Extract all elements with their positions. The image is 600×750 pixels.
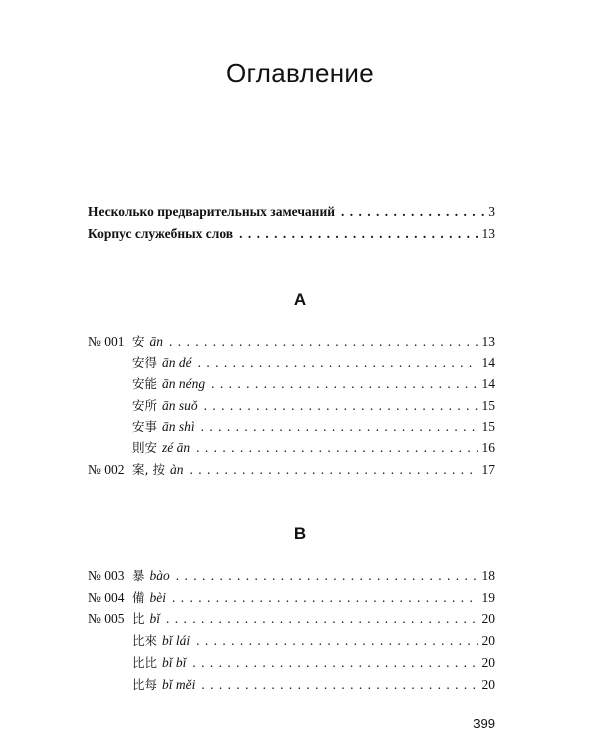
- toc-entry[interactable]: [88, 460, 495, 480]
- dot-leader: [196, 440, 477, 456]
- entry-hanzi: 安得: [132, 355, 158, 370]
- entry-hanzi: 安: [132, 334, 145, 349]
- dot-leader: [172, 590, 477, 606]
- dot-leader: [198, 355, 478, 371]
- entry-pinyin: ān suǒ: [162, 398, 198, 413]
- entry-pinyin: àn: [169, 462, 184, 477]
- toc-entry[interactable]: [88, 609, 495, 629]
- entry-hanzi: 比每: [132, 677, 158, 692]
- dot-leader: [166, 611, 477, 627]
- entry-hanzi: 比比: [132, 655, 158, 670]
- dot-leader: [341, 204, 484, 220]
- toc-entry-page: 20: [481, 611, 495, 626]
- entry-pinyin: bǐ lái: [162, 633, 191, 648]
- entry-pinyin: ān dé: [162, 355, 192, 370]
- entry-hanzi: 備: [132, 590, 145, 605]
- toc-entry-page: 20: [481, 677, 495, 692]
- toc-entry-page: 20: [481, 633, 495, 648]
- toc-entry[interactable]: [88, 332, 495, 352]
- toc-entry-page: 14: [481, 355, 495, 370]
- entry-hanzi: 安能: [132, 376, 158, 391]
- dot-leader: [189, 462, 477, 478]
- toc-entry[interactable]: [88, 653, 495, 673]
- toc-entry[interactable]: [88, 438, 495, 458]
- dot-leader: [196, 633, 477, 649]
- toc-entry-page: 14: [481, 376, 495, 391]
- entry-hanzi: 暴: [132, 568, 145, 583]
- entry-pinyin: bǐ: [149, 611, 161, 626]
- entry-pinyin: ān: [149, 334, 164, 349]
- toc-entry-page: 18: [481, 568, 495, 583]
- entry-hanzi: 比: [132, 611, 145, 626]
- toc-entry[interactable]: [88, 226, 495, 246]
- entry-pinyin: bào: [149, 568, 170, 583]
- toc-entry-label: Корпус служебных слов: [88, 226, 234, 241]
- entry-number: № 001: [88, 334, 125, 349]
- toc-entry-page: 19: [481, 590, 495, 605]
- dot-leader: [201, 677, 477, 693]
- section-letter-b: B: [293, 524, 307, 543]
- dot-leader: [201, 419, 478, 435]
- entry-pinyin: bǐ měi: [162, 677, 196, 692]
- dot-leader: [192, 655, 477, 671]
- dot-leader: [176, 568, 478, 584]
- entry-hanzi: 案, 按: [132, 462, 165, 477]
- entry-hanzi: 安所: [132, 398, 158, 413]
- entry-hanzi: 安事: [132, 419, 158, 434]
- entry-number: № 003: [88, 568, 125, 583]
- toc-entry[interactable]: [88, 417, 495, 437]
- entry-pinyin: bèi: [149, 590, 167, 605]
- dot-leader: [204, 398, 478, 414]
- toc-entry[interactable]: [88, 374, 495, 394]
- toc-entry-page: 20: [481, 655, 495, 670]
- toc-entry[interactable]: [88, 396, 495, 416]
- page-title: Оглавление: [226, 58, 374, 88]
- toc-entry[interactable]: [88, 204, 495, 224]
- dot-leader: [169, 334, 477, 350]
- toc-entry[interactable]: [88, 566, 495, 586]
- toc-entry-label: Несколько предварительных замечаний: [88, 204, 336, 219]
- toc-entry-page: 15: [481, 398, 495, 413]
- toc-entry[interactable]: [88, 631, 495, 651]
- dot-leader: [211, 376, 477, 392]
- toc-entry-page: 13: [481, 226, 495, 241]
- dot-leader: [239, 226, 477, 242]
- entry-number: № 004: [88, 590, 125, 605]
- entry-number: № 005: [88, 611, 125, 626]
- entry-hanzi: 則安: [132, 440, 158, 455]
- entry-pinyin: ān néng: [162, 376, 206, 391]
- toc-entry-page: 16: [481, 440, 495, 455]
- toc-entry-page: 15: [481, 419, 495, 434]
- toc-entry-page: 13: [481, 334, 495, 349]
- entry-hanzi: 比來: [132, 633, 158, 648]
- toc-entry[interactable]: [88, 675, 495, 695]
- entry-pinyin: zé ān: [162, 440, 191, 455]
- entry-number: № 002: [88, 462, 125, 477]
- section-letter-a: A: [293, 290, 307, 309]
- entry-pinyin: bǐ bǐ: [162, 655, 187, 670]
- page-number: 399: [473, 716, 495, 731]
- toc-entry-page: 3: [488, 204, 495, 219]
- entry-pinyin: ān shì: [162, 419, 195, 434]
- toc-entry[interactable]: [88, 353, 495, 373]
- toc-entry[interactable]: [88, 588, 495, 608]
- toc-entry-page: 17: [481, 462, 495, 477]
